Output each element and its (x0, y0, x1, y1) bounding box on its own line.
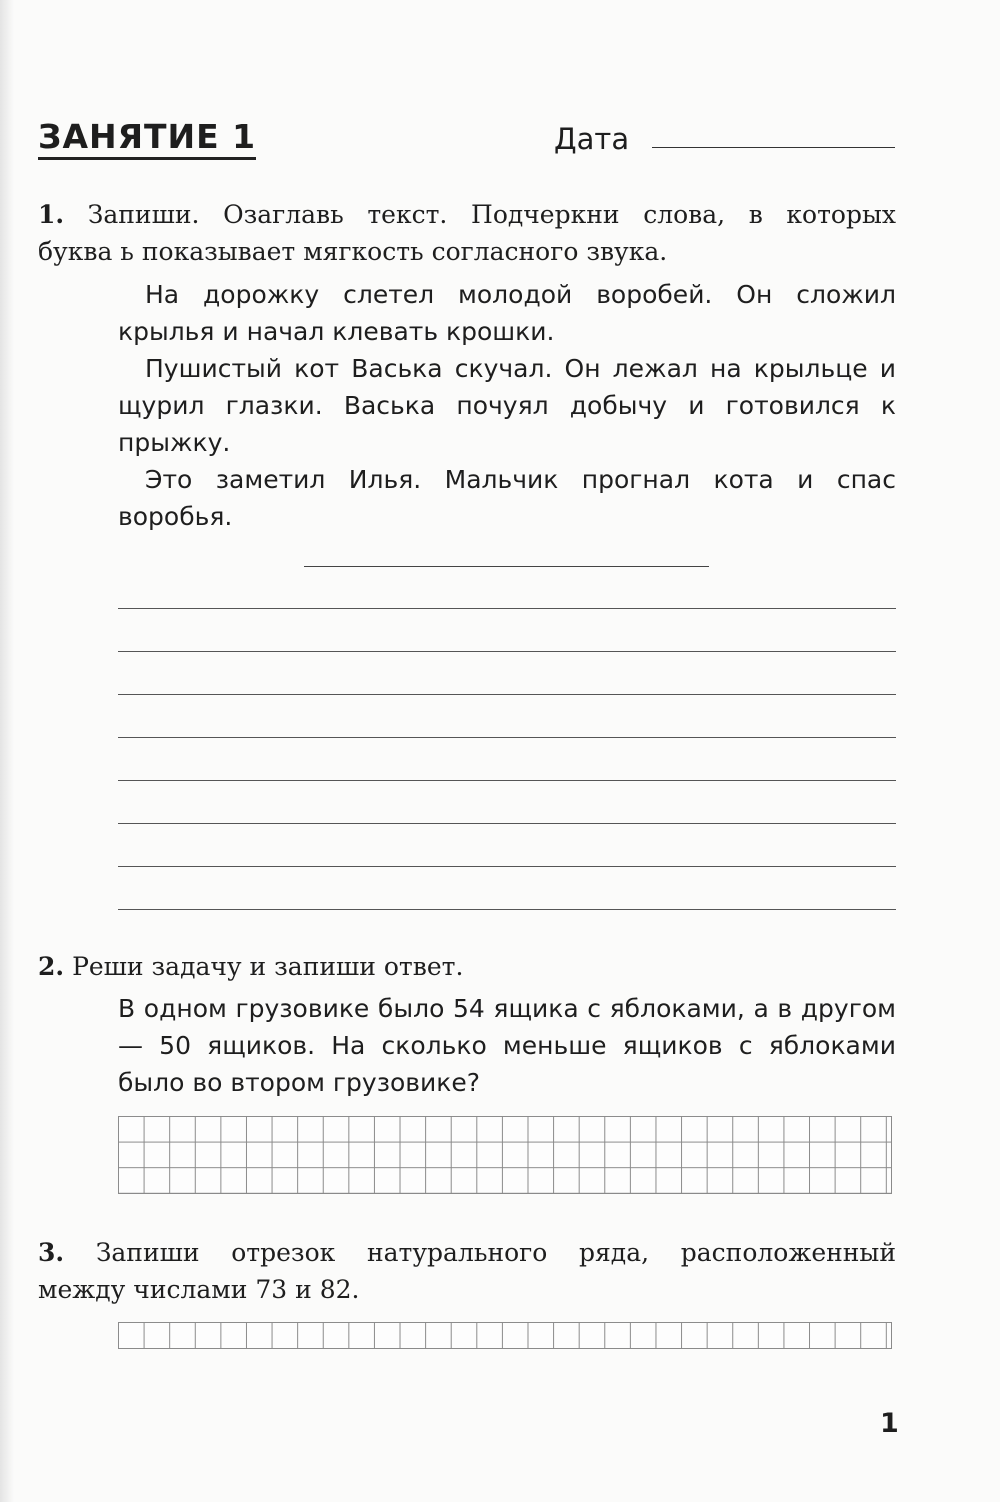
writing-line[interactable] (118, 608, 896, 609)
task1-instruction (38, 196, 896, 270)
task1-paragraph: Пушистый кот Васька скучал. Он лежал на крыльце и щурил глазки. Васька почуял добычу и готовился к прыжку. (118, 354, 896, 457)
writing-line[interactable] (118, 780, 896, 781)
task1-text (118, 276, 896, 535)
task3-instruction-text1: Запиши отрезок натурального ряда, расположенный (95, 1238, 896, 1267)
task3-instruction-line2: между числами 73 и 82. (38, 1275, 360, 1304)
task2-number: 2. (38, 952, 65, 981)
number-row-grid[interactable] (118, 1322, 892, 1349)
task1-number: 1. (38, 200, 65, 229)
text-title-write-line[interactable] (304, 566, 709, 567)
task2-instruction (38, 948, 896, 985)
writing-line[interactable] (118, 823, 896, 824)
writing-line[interactable] (118, 737, 896, 738)
task3-instruction (38, 1234, 896, 1308)
date-write-line[interactable] (652, 147, 895, 148)
writing-line[interactable] (118, 866, 896, 867)
lesson-title: ЗАНЯТИЕ 1 (38, 118, 256, 160)
task2-instruction-line (38, 948, 896, 985)
writing-line[interactable] (118, 694, 896, 695)
task1-paragraph: Это заметил Илья. Мальчик прогнал кота и спас воробья. (118, 465, 896, 531)
answer-grid[interactable] (118, 1116, 892, 1194)
task1-instruction-line2: буква ь показывает мягкость согласного звука. (38, 237, 668, 266)
task2-problem: В одном грузовике было 54 ящика с яблоками, а в другом — 50 ящиков. На сколько меньше ящиков с яблоками было во втором грузовике? (118, 994, 896, 1097)
task3-instruction-line1 (38, 1234, 896, 1271)
task1-instruction-text1: Запиши. Озаглавь текст. Подчеркни слова, в которых (87, 200, 896, 229)
page-number: 1 (880, 1408, 899, 1439)
date-label: Дата (554, 122, 630, 156)
task2-instruction-text: Реши задачу и запиши ответ. (72, 952, 464, 981)
writing-line[interactable] (118, 651, 896, 652)
task1-paragraph: На дорожку слетел молодой воробей. Он сложил крылья и начал клевать крошки. (118, 280, 896, 346)
page-edge-shadow (0, 0, 14, 1502)
task1-instruction-line1 (38, 196, 896, 233)
task3-number: 3. (38, 1238, 65, 1267)
writing-line[interactable] (118, 909, 896, 910)
